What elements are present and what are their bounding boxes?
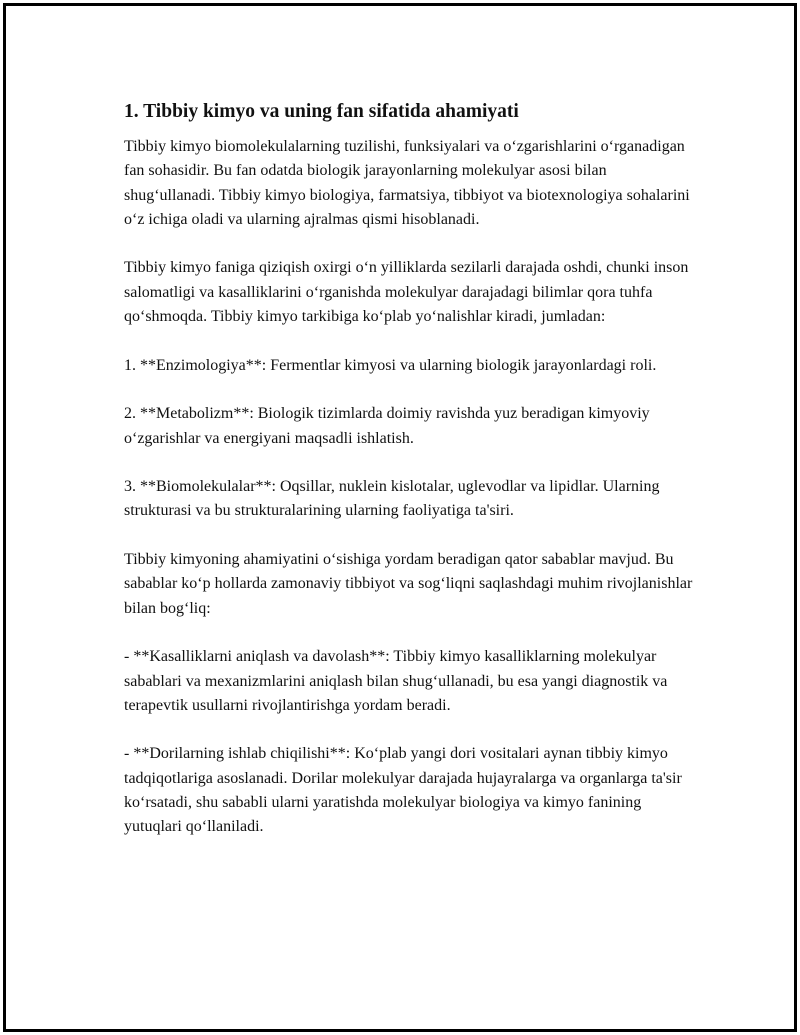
list-item-metabolism: 2. **Metabolizm**: Biologik tizimlarda doimiy ravishda yuz beradigan kimyoviy o‘zgarishlar va energiyani maqsadli ishlatish. bbox=[124, 405, 650, 447]
paragraph-intro: Tibbiy kimyo biomolekulalarning tuzilishi, funksiyalari va o‘zgarishlarini o‘rganadigan fan sohasidir. Bu fan odatda biologik jarayonlarning molekulyar asosi bilan shug‘ullanadi. Tibbiy kimyo biologiya, farmatsiya, tibbiyot va biotexnologiya sohalarini o‘z ichiga oladi va ularning ajralmas qismi hisoblanadi. bbox=[124, 138, 690, 228]
document-body bbox=[122, 99, 697, 864]
paragraph-importance: Tibbiy kimyoning ahamiyatini o‘sishiga yordam beradigan qator sabablar mavjud. Bu sabablar ko‘p hollarda zamonaviy tibbiyot va sog‘liqni saqlashdagi muhim rivojlanishlar bilan bog‘liq: bbox=[124, 551, 693, 617]
bullet-item-diagnosis: - **Kasalliklarni aniqlash va davolash**: Tibbiy kimyo kasalliklarning molekulyar sabablari va mexanizmlarini aniqlash bilan shug‘ullanadi, bu esa yangi diagnostik va terapevtik usullarni rivojlantirishga yordam beradi. bbox=[124, 648, 668, 714]
page-frame bbox=[3, 3, 797, 1032]
bullet-item-drugs: - **Dorilarning ishlab chiqilishi**: Ko‘plab yangi dori vositalari aynan tibbiy kimyo tadqiqotlariga asoslanadi. Dorilar molekulyar darajada hujayralarga va organlarga ta'sir ko‘rsatadi, shu sababli ularni yaratishda molekulyar biologiya va kimyo fanining yutuqlari qo‘llaniladi. bbox=[124, 745, 682, 836]
list-item-enzymology: 1. **Enzimologiya**: Fermentlar kimyosi va ularning biologik jarayonlardagi roli. bbox=[124, 356, 657, 374]
list-item-biomolecules: 3. **Biomolekulalar**: Oqsillar, nuklein kislotalar, uglevodlar va lipidlar. Ularning strukturasi va bu strukturalarining ularning faoliyatiga ta'siri. bbox=[124, 478, 660, 520]
paragraph-interest: Tibbiy kimyo faniga qiziqish oxirgi o‘n yilliklarda sezilarli darajada oshdi, chunki inson salomatligi va kasalliklarini o‘rganishda molekulyar darajadagi bilimlar qora tuhfa qo‘shmoqda. Tibbiy kimyo tarkibiga ko‘plab yo‘nalishlar kiradi, jumladan: bbox=[124, 259, 689, 326]
document-title: 1. Tibbiy kimyo va uning fan sifatida ahamiyati bbox=[124, 101, 519, 122]
